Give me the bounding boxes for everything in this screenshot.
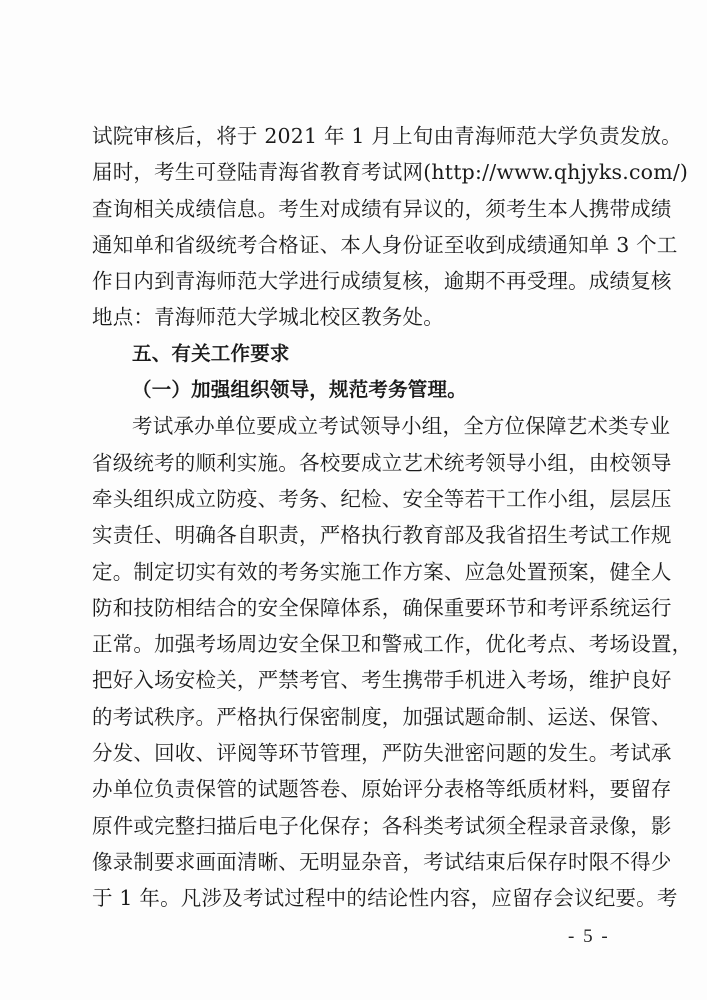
page-number: - 5 -: [568, 926, 610, 947]
paragraph-line: 省级统考的顺利实施。各校要成立艺术统考领导小组，由校领导: [92, 450, 672, 475]
text-line: 作日内到青海师范大学进行成绩复核，逾期不再受理。成绩复核: [92, 269, 672, 294]
paragraph-line: 正常。加强考场周边安全保卫和警戒工作，优化考点、考场设置，: [92, 632, 693, 657]
paragraph-line: 办单位负责保管的试题答卷、原始评分表格等纸质材料，要留存: [92, 777, 672, 802]
paragraph-line: 防和技防相结合的安全保障体系，确保重要环节和考评系统运行: [92, 595, 672, 620]
subsection-heading: （一）加强组织领导，规范考务管理。: [132, 378, 467, 402]
paragraph-line: 原件或完整扫描后电子化保存；各科类考试须全程录音录像，影: [92, 813, 672, 838]
paragraph-line: 考试承办单位要成立考试领导小组，全方位保障艺术类专业: [132, 414, 671, 439]
paragraph-line: 像录制要求画面清晰、无明显杂音，考试结束后保存时限不得少: [92, 849, 672, 874]
paragraph-line: 牵头组织成立防疫、考务、纪检、安全等若干工作小组，层层压: [92, 486, 672, 511]
paragraph-line: 的考试秩序。严格执行保密制度，加强试题命制、运送、保管、: [92, 704, 672, 729]
section-heading: 五、有关工作要求: [132, 341, 290, 365]
paragraph-line: 分发、回收、评阅等环节管理，严防失泄密问题的发生。考试承: [92, 741, 672, 766]
text-line: 查询相关成绩信息。考生对成绩有异议的，须考生本人携带成绩: [92, 196, 672, 221]
text-line: 届时，考生可登陆青海省教育考试网(http://www.qhjyks.com/): [92, 160, 689, 185]
paragraph-line: 把好入场安检关，严禁考官、考生携带手机进入考场，维护良好: [92, 668, 672, 693]
paragraph-line: 实责任、明确各自职责，严格执行教育部及我省招生考试工作规: [92, 523, 672, 548]
paragraph-line: 于 1 年。凡涉及考试过程中的结论性内容，应留存会议纪要。考: [92, 886, 678, 911]
text-line: 通知单和省级统考合格证、本人身份证至收到成绩通知单 3 个工: [92, 232, 678, 257]
document-body: [92, 118, 693, 917]
text-line: 试院审核后，将于 2021 年 1 月上旬由青海师范大学负责发放。: [92, 124, 682, 148]
paragraph-line: 定。制定切实有效的考务实施工作方案、应急处置预案，健全人: [92, 559, 672, 584]
text-line: 地点：青海师范大学城北校区教务处。: [92, 305, 444, 330]
